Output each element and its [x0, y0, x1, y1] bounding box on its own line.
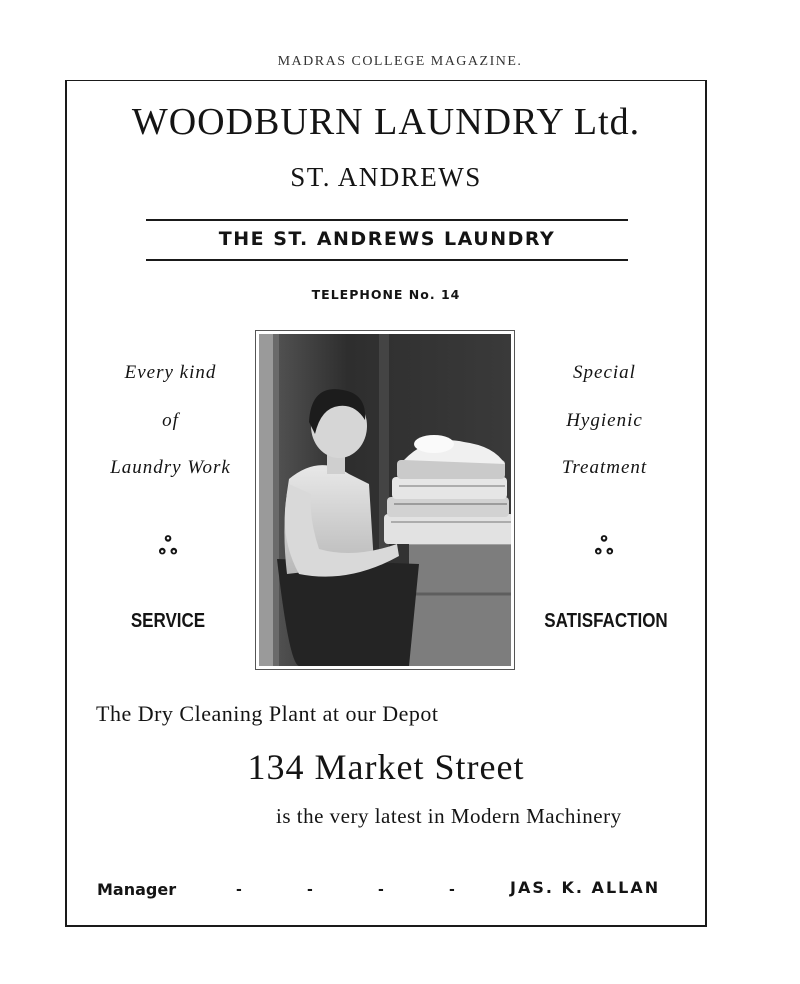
magazine-header: MADRAS COLLEGE MAGAZINE. [277, 54, 523, 69]
left-line-2: of [162, 410, 179, 431]
top-rule [146, 219, 628, 221]
right-line-1: Special [573, 362, 636, 383]
telephone-line: TELEPHONE No. 14 [311, 287, 461, 302]
company-title: WOODBURN LAUNDRY Ltd. [131, 101, 641, 143]
laundry-banner: THE ST. ANDREWS LAUNDRY [218, 228, 556, 250]
town-subtitle: ST. ANDREWS [290, 162, 482, 192]
right-ornament-icon: ஃ [594, 534, 614, 560]
left-line-1: Every kind [124, 362, 217, 383]
manager-name: JAS. K. ALLAN [510, 878, 661, 897]
leader-dash: - [307, 882, 313, 898]
service-label: SERVICE [130, 610, 206, 632]
right-line-2: Hygienic [566, 410, 643, 431]
left-ornament-icon: ஃ [158, 534, 178, 560]
bottom-rule [146, 259, 628, 261]
latest-machinery-line: is the very latest in Modern Machinery [276, 804, 622, 828]
leader-dash: - [449, 882, 455, 898]
left-line-3: Laundry Work [110, 457, 231, 478]
leader-dash: - [236, 882, 242, 898]
woman-with-linen-illustration [259, 334, 511, 666]
leader-dash: - [378, 882, 384, 898]
dry-cleaning-line: The Dry Cleaning Plant at our Depot [96, 701, 439, 726]
laundry-photo [255, 330, 515, 670]
satisfaction-label: SATISFACTION [544, 610, 668, 632]
right-line-3: Treatment [561, 457, 648, 478]
address-line: 134 Market Street [247, 747, 525, 787]
manager-label: Manager [97, 880, 177, 899]
